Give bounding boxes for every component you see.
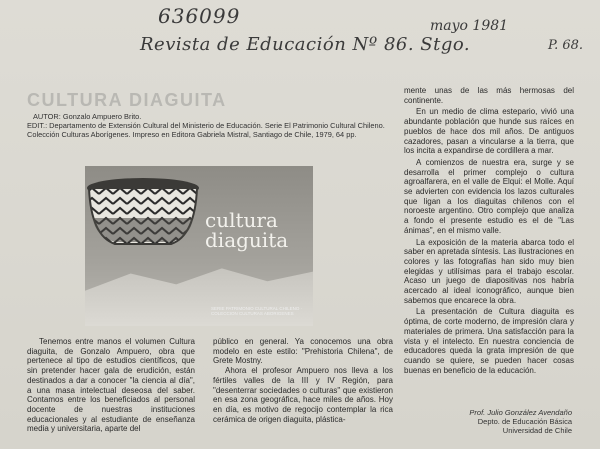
- handwritten-date: mayo 1981: [430, 18, 509, 34]
- signature-university: Universidad de Chile: [502, 426, 572, 435]
- column-1: [27, 337, 195, 434]
- author-line: AUTOR: Gonzalo Ampuero Brito.: [33, 112, 142, 121]
- bibliographic-info: [27, 112, 402, 139]
- paragraph: La exposición de la materia abarca todo el saber en apretada síntesis. Las ilustraciones en colores y las fotografías han sido muy bien elegidas y utilísimas para el trabajo escolar. Acaso un juego de diapositivas nos habría acercado al ideal iconográfico, aunque bien sabemos que encarece la obra.: [404, 237, 574, 305]
- column-2: [213, 337, 393, 424]
- paragraph: público en general. Ya conocemos una obra modelo en este estilo: "Prehistoria Chilena", de Grete Mostny.: [213, 337, 393, 366]
- article-title: CULTURA DIAGUITA: [27, 90, 227, 110]
- paragraph: A comienzos de nuestra era, surge y se desarrolla el primer complejo o cultura agroalfarera, en el valle de Elqui: el Molle. Aquí se advierten con evidencia los lazos culturales que ligan a los diaguitas chilenos con el noroeste argentino. Otro complejo que analiza a fondo el presente estudio es el de "Las ánimas", en el mismo valle.: [404, 157, 574, 235]
- signature-block: [432, 408, 572, 435]
- column-3: [404, 86, 574, 377]
- cover-title: cultura diaguita: [205, 208, 289, 252]
- paragraph: En un medio de clima estepario, vivió una abundante población que hunde sus raíces en pueblos de hace dos mil años. De antiguos cazadores, pasan a vincularse a la tierra, que los incita a expandirse de cordillera a mar.: [404, 107, 574, 156]
- paragraph: Tenemos entre manos el volumen Cultura diaguita, de Gonzalo Ampuero, obra que pertenece al tipo de estudios científicos, que sin pretender hacer gala de erudición, están destinados a dar a conocer "la ciencia al día", a una masa intelectual deseosa del saber. Contamos entre los beneficiados al personal docente de nuestras instituciones educacionales y al estudiante de enseñanza media y universitaria, aparte del: [27, 337, 195, 434]
- collection-line: Colección Culturas Aborígenes. Impreso en Editora Gabriela Mistral, Santiago de Chile, 1979, 64 pp.: [27, 130, 357, 139]
- handwritten-source: Revista de Educación Nº 86. Stgo.: [140, 34, 471, 55]
- handwritten-number: 636099: [158, 4, 241, 28]
- edit-line: EDIT.: Departamento de Extensión Cultural del Ministerio de Educación. Serie El Patrimonio Cultural Chileno.: [27, 121, 385, 130]
- paragraph: Ahora el profesor Ampuero nos lleva a los fértiles valles de la III y IV Región, para "desenterrar sociedades o culturas" que existieron en esa zona geográfica, hace miles de años. Hoy en día, es motivo de regocijo contemplar la rica cerámica de origen diaguita, plástica-: [213, 366, 393, 424]
- signature-name: Prof. Julio González Avendaño: [469, 408, 572, 417]
- paragraph: mente unas de las más hermosas del continente.: [404, 86, 574, 105]
- book-cover-photo: [85, 166, 313, 326]
- signature-dept: Depto. de Educación Básica: [477, 417, 572, 426]
- handwritten-page: P. 68.: [548, 38, 584, 53]
- paragraph: La presentación de Cultura diaguita es óptima, de corte moderno, de impresión clara y materiales de primera. Una satisfacción para la vista y el intelecto. En nuestra conciencia de educadores queda la grata impresión de que cuando se quiere, se pueden hacer cosas buenas en beneficio de la educación.: [404, 307, 574, 375]
- cover-series-text: SERIE PATRIMONIO CULTURAL CHILENO · COLECCION CULTURAS ABORIGENES: [211, 306, 303, 316]
